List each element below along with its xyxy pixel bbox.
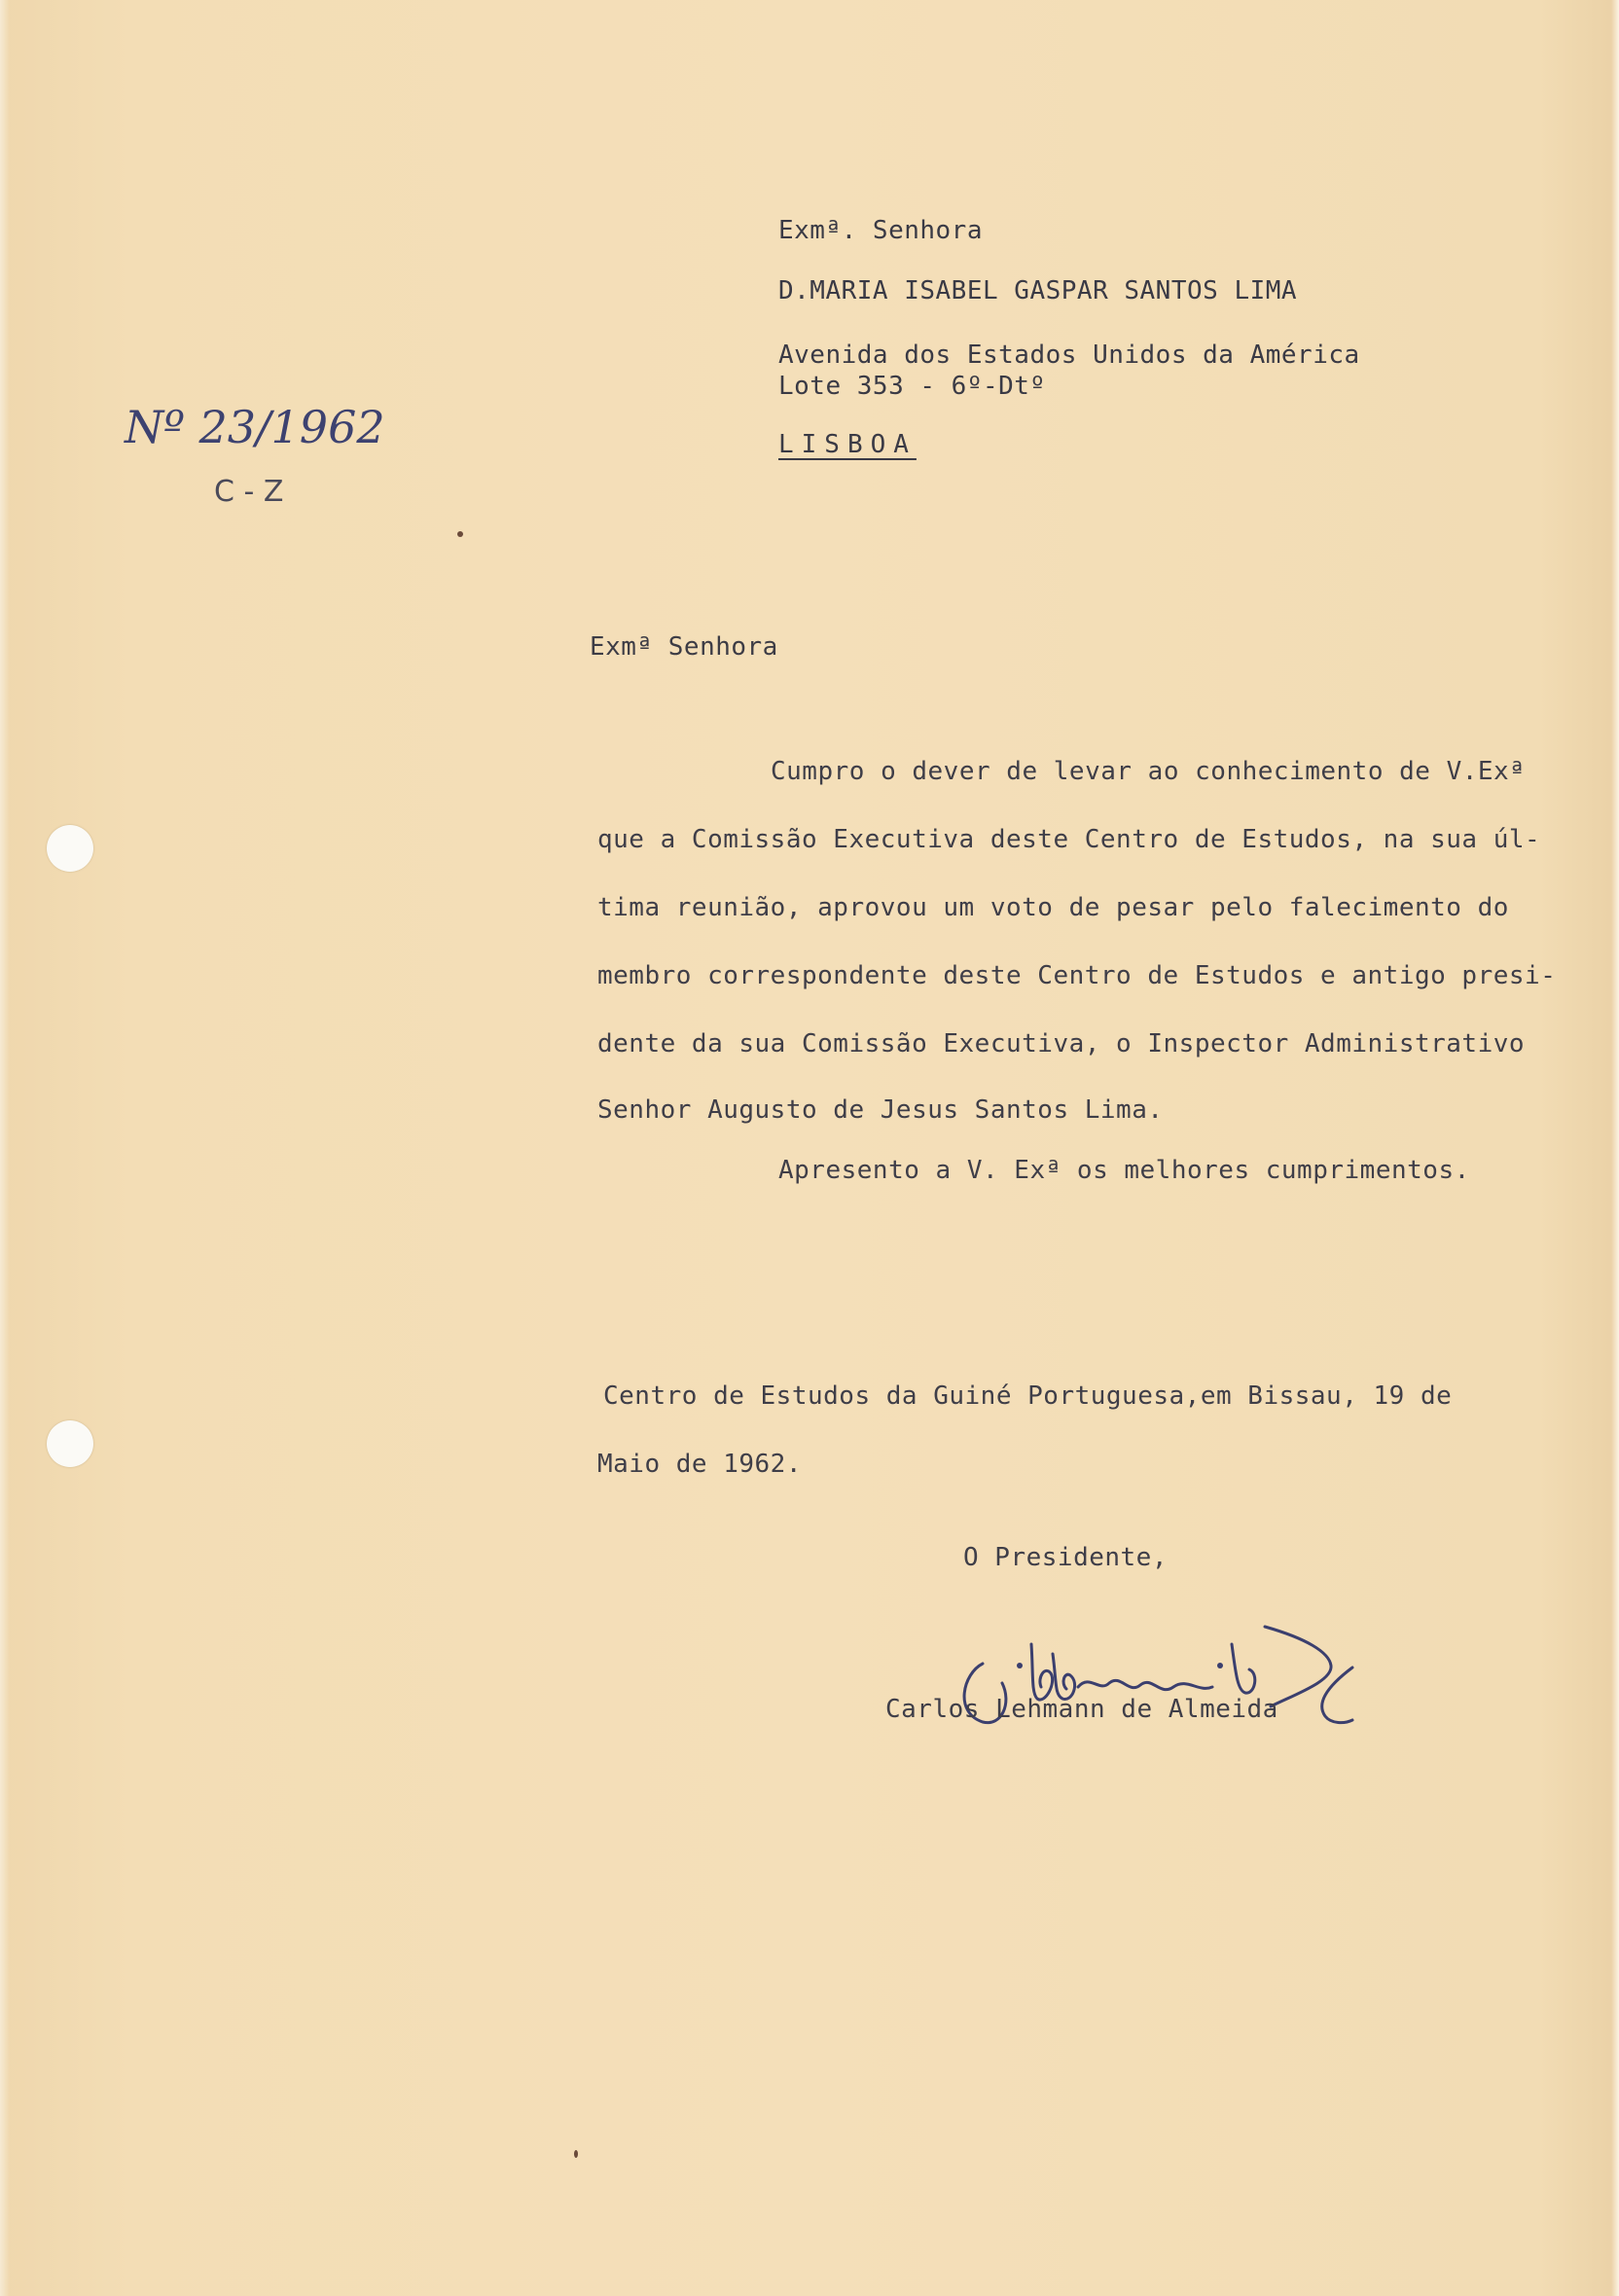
paper-edge-left: [0, 0, 10, 2296]
greeting: Exmª Senhora: [590, 632, 778, 662]
body-line-1: Cumpro o dever de levar ao conhecimento de V.Exª: [771, 757, 1526, 786]
place-date-line2: Maio de 1962.: [597, 1450, 802, 1479]
body-line-6: Senhor Augusto de Jesus Santos Lima.: [597, 1095, 1164, 1125]
recipient-city: LISBOA: [778, 430, 917, 459]
paper-speck: [457, 531, 463, 537]
paper-speck: [574, 2150, 578, 2158]
signatory-title: O Presidente,: [963, 1543, 1168, 1572]
recipient-address-line1: Avenida dos Estados Unidos da América: [778, 341, 1360, 370]
body-line-4: membro correspondente deste Centro de Estudos e antigo presi-: [597, 961, 1557, 990]
signatory-name: Carlos Lehmann de Almeida: [885, 1695, 1278, 1724]
recipient-address-line2: Lote 353 - 6º-Dtº: [778, 372, 1046, 401]
recipient-salutation: Exmª. Senhora: [778, 216, 983, 245]
paper-edge-right: [1611, 0, 1619, 2296]
punch-hole-bottom: [47, 1420, 93, 1467]
recipient-name: D.MARIA ISABEL GASPAR SANTOS LIMA: [778, 276, 1298, 305]
reference-number: Nº 23/1962: [125, 401, 385, 453]
reference-code: C - Z: [214, 475, 284, 509]
closing-sentence: Apresento a V. Exª os melhores cumprimentos.: [778, 1156, 1470, 1185]
body-line-5: dente da sua Comissão Executiva, o Inspector Administrativo: [597, 1029, 1526, 1058]
body-line-2: que a Comissão Executiva deste Centro de Estudos, na sua úl-: [597, 825, 1541, 854]
place-date-line1: Centro de Estudos da Guiné Portuguesa,em Bissau, 19 de: [603, 1381, 1453, 1411]
punch-hole-top: [47, 825, 93, 872]
body-line-3: tima reunião, aprovou um voto de pesar pelo falecimento do: [597, 893, 1509, 922]
